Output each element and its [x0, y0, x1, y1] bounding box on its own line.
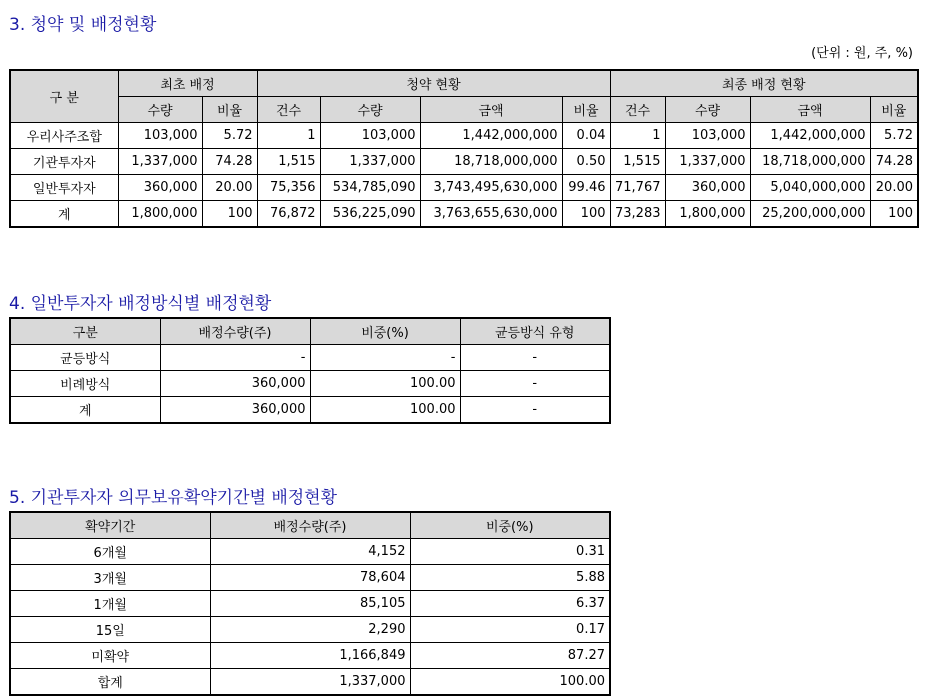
table-cell: 3,763,655,630,000: [420, 201, 562, 228]
table-cell: 534,785,090: [320, 175, 420, 201]
header-col: 비율: [202, 97, 257, 123]
header-final-allocation: 최종 배정 현황: [610, 70, 918, 97]
table-cell: 비례방식: [10, 371, 160, 397]
table-cell: -: [460, 345, 610, 371]
table-cell: -: [460, 397, 610, 424]
table-cell: 73,283: [610, 201, 665, 228]
table-cell: 1,800,000: [665, 201, 750, 228]
table-cell: 536,225,090: [320, 201, 420, 228]
header-col: 건수: [257, 97, 320, 123]
header-col: 균등방식 유형: [460, 318, 610, 345]
table-cell: 20.00: [202, 175, 257, 201]
header-col: 비중(%): [310, 318, 460, 345]
table-cell: 1,337,000: [118, 149, 202, 175]
table-cell: 3개월: [10, 565, 210, 591]
section4-title: 4. 일반투자자 배정방식별 배정현황: [9, 294, 272, 314]
unit-note: (단위 : 원, 주, %): [811, 46, 913, 61]
table-row: [10, 643, 610, 669]
header-col: 수량: [118, 97, 202, 123]
table-cell: 계: [10, 201, 118, 228]
section5-title: 5. 기관투자자 의무보유확약기간별 배정현황: [9, 488, 338, 508]
table-cell: 6.37: [410, 591, 610, 617]
header-col: 구분: [10, 318, 160, 345]
header-col: 비중(%): [410, 512, 610, 539]
table-cell: 1,515: [257, 149, 320, 175]
header-col: 배정수량(주): [210, 512, 410, 539]
table-row: [10, 539, 610, 565]
table-cell: 1,166,849: [210, 643, 410, 669]
table-cell: 71,767: [610, 175, 665, 201]
table-cell: 360,000: [160, 397, 310, 424]
table-cell: 75,356: [257, 175, 320, 201]
table-cell: 0.17: [410, 617, 610, 643]
table-cell: 360,000: [118, 175, 202, 201]
table-cell: 100.00: [310, 397, 460, 424]
table-cell: 6개월: [10, 539, 210, 565]
table-row: [10, 175, 918, 201]
table-cell: 5.72: [202, 123, 257, 149]
table-cell: 우리사주조합: [10, 123, 118, 149]
allocation-method-table: [9, 317, 611, 424]
table-cell: 일반투자자: [10, 175, 118, 201]
table-cell: -: [310, 345, 460, 371]
table-cell: 미확약: [10, 643, 210, 669]
table-row: [10, 617, 610, 643]
table-row: [10, 397, 610, 424]
table-cell: 15일: [10, 617, 210, 643]
header-col: 비율: [870, 97, 918, 123]
table-cell: 103,000: [118, 123, 202, 149]
table-cell: -: [460, 371, 610, 397]
table-cell: 20.00: [870, 175, 918, 201]
table-cell: 0.31: [410, 539, 610, 565]
table-cell: 74.28: [870, 149, 918, 175]
table-cell: 5.88: [410, 565, 610, 591]
header-col: 비율: [562, 97, 610, 123]
table-cell: 100: [202, 201, 257, 228]
header-col: 금액: [420, 97, 562, 123]
table-cell: 1,337,000: [665, 149, 750, 175]
table-cell: 4,152: [210, 539, 410, 565]
table-cell: 1,442,000,000: [420, 123, 562, 149]
table-cell: 18,718,000,000: [420, 149, 562, 175]
subscription-allocation-table: [9, 69, 919, 228]
table-row: [10, 149, 918, 175]
table-cell: 2,290: [210, 617, 410, 643]
table-cell: 1개월: [10, 591, 210, 617]
table-cell: 78,604: [210, 565, 410, 591]
header-category: 구 분: [10, 70, 118, 123]
header-col: 배정수량(주): [160, 318, 310, 345]
header-col: 수량: [320, 97, 420, 123]
header-col: 수량: [665, 97, 750, 123]
table-cell: 100.00: [410, 669, 610, 696]
table-cell: 360,000: [665, 175, 750, 201]
table-cell: 합계: [10, 669, 210, 696]
table-cell: 103,000: [320, 123, 420, 149]
section3-title: 3. 청약 및 배정현황: [9, 15, 157, 35]
lockup-period-table: [9, 511, 611, 696]
table-cell: 100.00: [310, 371, 460, 397]
table-cell: 1,442,000,000: [750, 123, 870, 149]
table-row: [10, 371, 610, 397]
table-cell: 1,800,000: [118, 201, 202, 228]
table-row: [10, 591, 610, 617]
table-row: [10, 669, 610, 696]
table-cell: 18,718,000,000: [750, 149, 870, 175]
table-cell: 3,743,495,630,000: [420, 175, 562, 201]
header-initial-allocation: 최초 배정: [118, 70, 257, 97]
header-subscription-status: 청약 현황: [257, 70, 610, 97]
table-row: [10, 201, 918, 228]
table-cell: 25,200,000,000: [750, 201, 870, 228]
table-cell: 5,040,000,000: [750, 175, 870, 201]
table-cell: 100: [870, 201, 918, 228]
table-row: [10, 565, 610, 591]
table-cell: 5.72: [870, 123, 918, 149]
table-row: [10, 123, 918, 149]
table-cell: 1,337,000: [210, 669, 410, 696]
table-cell: 87.27: [410, 643, 610, 669]
table-cell: 360,000: [160, 371, 310, 397]
table-cell: 1,337,000: [320, 149, 420, 175]
table-cell: 76,872: [257, 201, 320, 228]
table-cell: 103,000: [665, 123, 750, 149]
table-cell: 99.46: [562, 175, 610, 201]
table-row: [10, 345, 610, 371]
table-cell: 1: [610, 123, 665, 149]
table-cell: 1: [257, 123, 320, 149]
header-col: 건수: [610, 97, 665, 123]
table-cell: 균등방식: [10, 345, 160, 371]
table-cell: -: [160, 345, 310, 371]
table-cell: 기관투자자: [10, 149, 118, 175]
table-cell: 0.04: [562, 123, 610, 149]
table-cell: 100: [562, 201, 610, 228]
header-col: 확약기간: [10, 512, 210, 539]
table-cell: 85,105: [210, 591, 410, 617]
table-cell: 74.28: [202, 149, 257, 175]
table-cell: 1,515: [610, 149, 665, 175]
header-col: 금액: [750, 97, 870, 123]
table-cell: 계: [10, 397, 160, 424]
table-cell: 0.50: [562, 149, 610, 175]
